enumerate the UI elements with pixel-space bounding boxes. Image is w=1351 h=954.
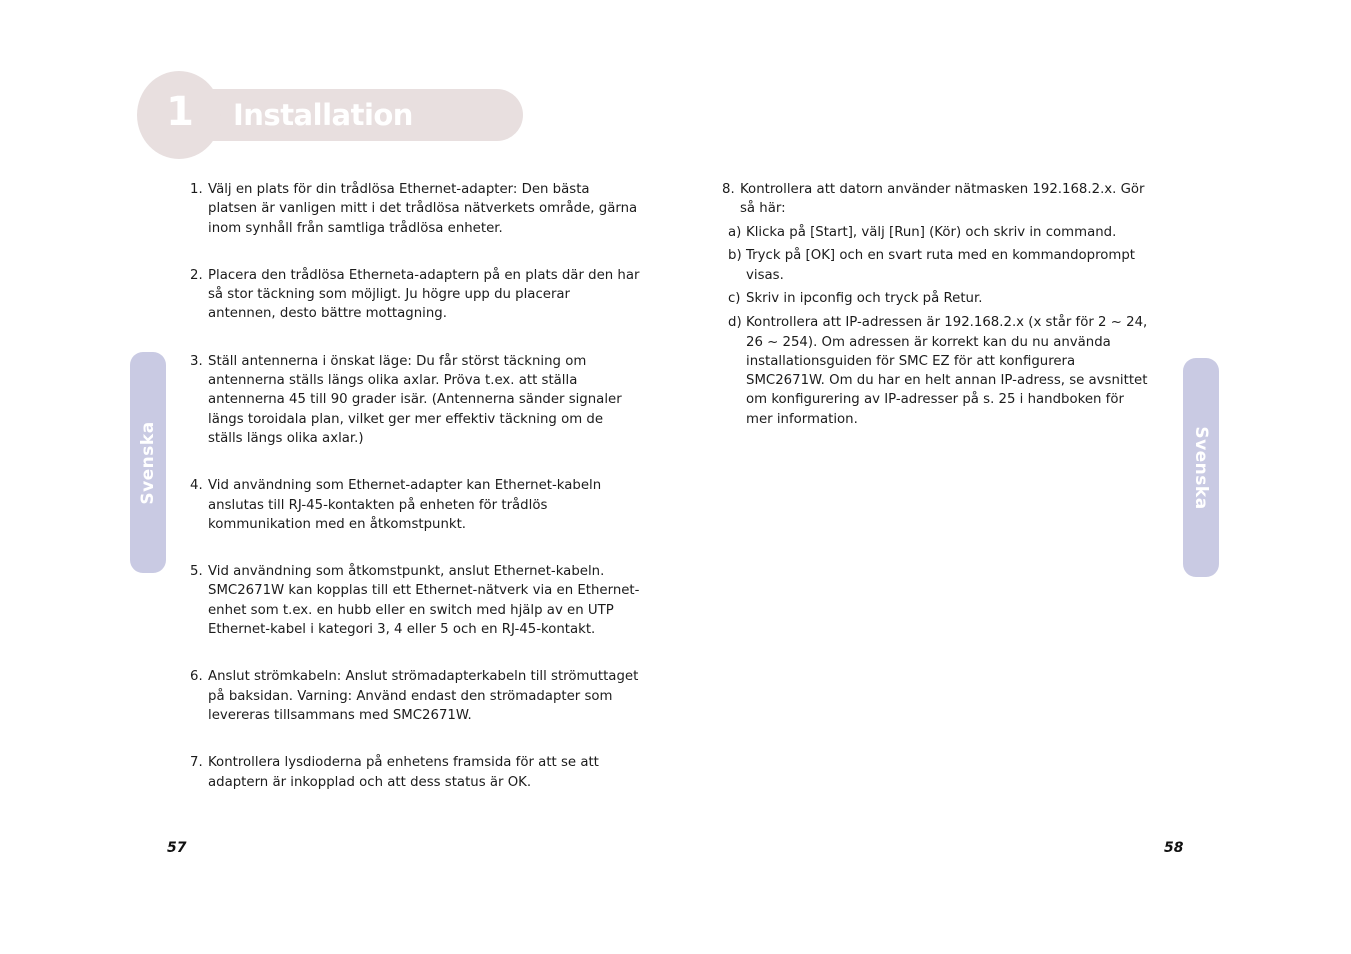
step-number: 3. bbox=[190, 353, 203, 369]
list-item bbox=[728, 223, 1152, 242]
step-number: 1. bbox=[190, 182, 203, 197]
list-item bbox=[728, 289, 1152, 308]
page-number-right: 58 bbox=[1164, 840, 1184, 856]
list-item bbox=[728, 246, 1152, 285]
list-item bbox=[190, 667, 640, 725]
list-item bbox=[190, 266, 640, 324]
step-number: 8. bbox=[722, 182, 735, 197]
step-number: 5. bbox=[190, 564, 203, 580]
step-text: Vid användning som Ethernet-adapter kan Ethernet-kabeln anslutas till RJ-45-kontakten på enheten för trådlös kommunikation med en åtkomstpunkt. bbox=[208, 478, 602, 532]
step-text: Anslut strömkabeln: Anslut strömadapterkabeln till strömuttaget på baksidan. Varning: Använd endast den strömadapter som levereras tillsammans med SMC2671W. bbox=[208, 669, 639, 723]
substeps-list bbox=[722, 223, 1152, 429]
step-text: Kontrollera lysdioderna på enhetens framsida för att se att adaptern är inkopplad och att dess status är OK. bbox=[208, 755, 599, 790]
step-number: 4. bbox=[190, 478, 203, 494]
list-item bbox=[190, 562, 640, 639]
language-tab-right bbox=[1183, 358, 1219, 577]
list-item bbox=[190, 476, 640, 534]
step-8 bbox=[722, 180, 1152, 219]
step-number: 6. bbox=[190, 669, 203, 685]
list-item bbox=[190, 753, 640, 792]
substep-letter: d) bbox=[728, 315, 742, 331]
list-item bbox=[190, 352, 640, 448]
substep-letter: c) bbox=[728, 291, 741, 307]
step-text: Placera den trådlösa Etherneta-adaptern på en plats där den har så stor täckning som möjligt. Ju högre upp du placerar antennen, desto bättre mottagning. bbox=[208, 267, 640, 322]
language-tab-label: Svenska bbox=[138, 420, 158, 505]
list-item bbox=[728, 313, 1152, 429]
substep-letter: b) bbox=[728, 248, 742, 264]
substep-letter: a) bbox=[728, 224, 742, 240]
chapter-title: Installation bbox=[233, 98, 413, 132]
substep-text: Kontrollera att IP-adressen är 192.168.2.x (x står för 2 ~ 24, 26 ~ 254). Om adressen är korrekt kan du nu använda installationsguiden för SMC EZ för att konfigurera SMC2671W. Om du har en helt annan IP-adress, se avsnittet om konfigurering av IP-adresser på s. 25 i handboken för mer information. bbox=[746, 315, 1148, 427]
step-text: Ställ antennerna i önskat läge: Du får störst täckning om antennerna ställs längs olika axlar. Pröva t.ex. att ställa antennerna 45 till 90 grader isär. (Antennerna sänder signaler längs toroidala plan, vilket ger mer effektiv täckning om de ställs längs olika axlar.) bbox=[208, 353, 622, 446]
step-text: Kontrollera att datorn använder nätmasken 192.168.2.x. Gör så här: bbox=[740, 182, 1145, 217]
list-item bbox=[190, 180, 640, 238]
installation-steps-list bbox=[190, 180, 640, 820]
substep-text: Klicka på [Start], välj [Run] (Kör) och skriv in command. bbox=[746, 224, 1117, 240]
right-page-content bbox=[722, 180, 1152, 434]
language-tab-label: Svenska bbox=[1191, 425, 1211, 510]
step-text: Vid användning som åtkomstpunkt, anslut Ethernet-kabeln. SMC2671W kan kopplas till ett Ethernet-nätverk via en Ethernet-enhet som t.ex. en hubb eller en switch med hjälp av en UTP Ethernet-kabel i kategori 3, 4 eller 5 och en RJ-45-kontakt. bbox=[208, 564, 640, 638]
step-number: 2. bbox=[190, 267, 203, 283]
language-tab-left bbox=[130, 352, 166, 573]
substep-text: Tryck på [OK] och en svart ruta med en kommandoprompt visas. bbox=[746, 248, 1136, 283]
substep-text: Skriv in ipconfig och tryck på Retur. bbox=[746, 291, 983, 307]
chapter-number: 1 bbox=[166, 89, 194, 135]
step-text: Välj en plats för din trådlösa Ethernet-adapter: Den bästa platsen är vanligen mitt i det trådlösa nätverkets område, gärna inom synhåll från samtliga trådlösa enheter. bbox=[208, 182, 638, 236]
page-number-left: 57 bbox=[167, 840, 187, 856]
step-number: 7. bbox=[190, 755, 203, 771]
